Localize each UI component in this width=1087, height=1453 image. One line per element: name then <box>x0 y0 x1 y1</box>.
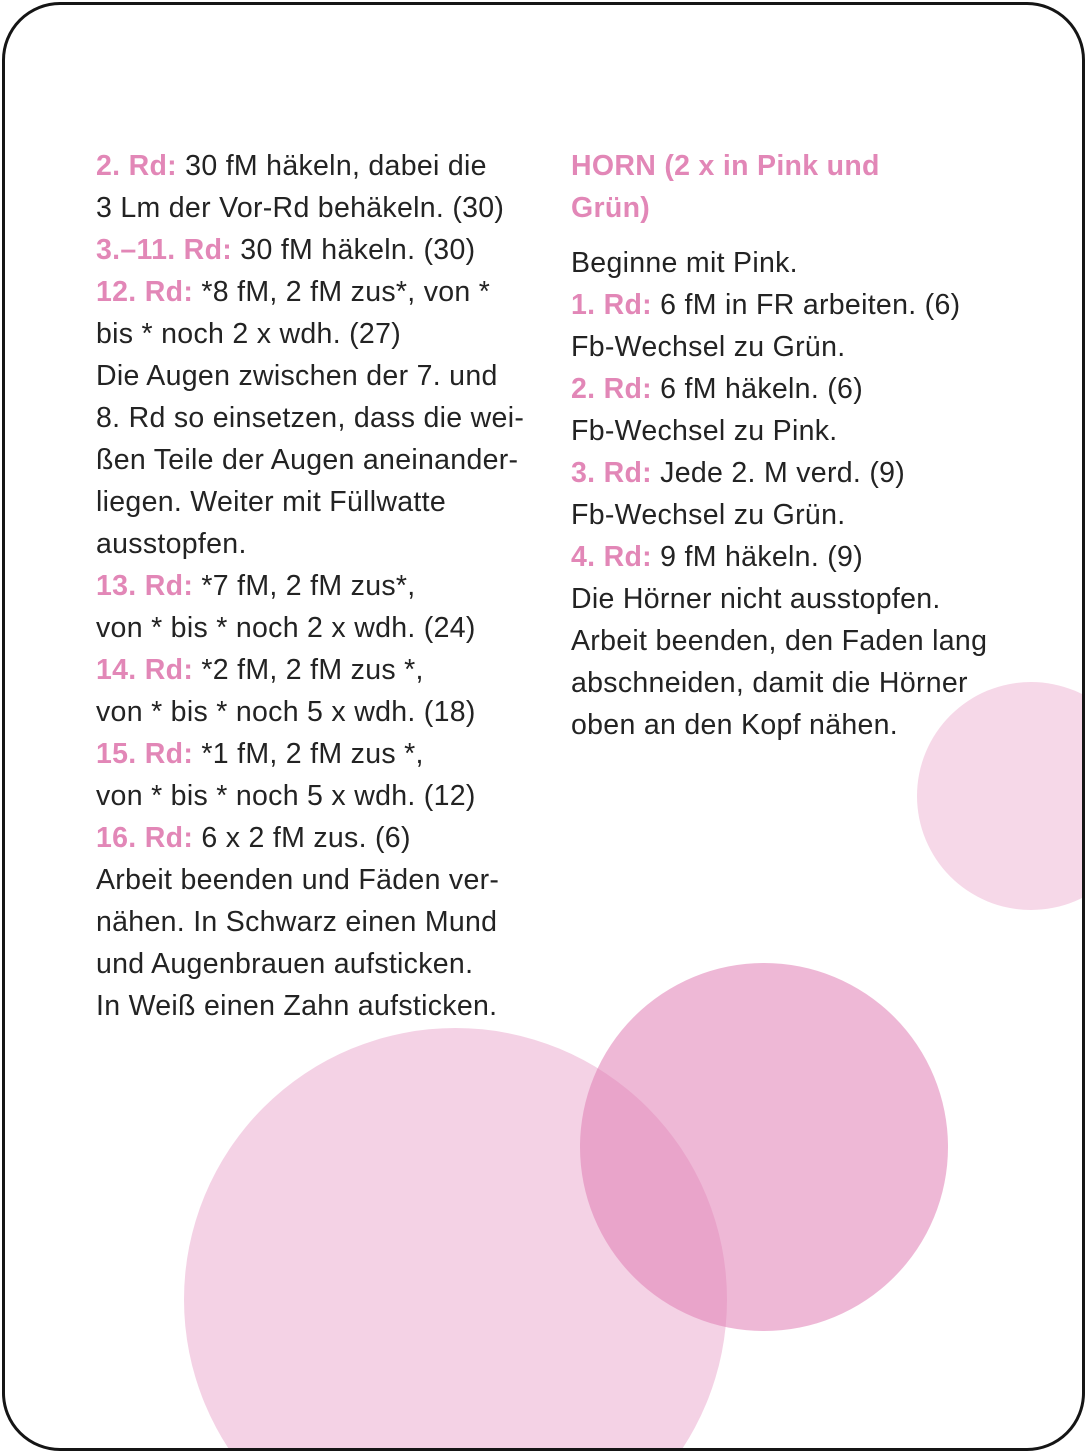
line-text: liegen. Weiter mit Füllwatte <box>96 486 446 518</box>
line-text: In Weiß einen Zahn aufsticken. <box>96 990 498 1022</box>
pattern-line <box>96 775 546 817</box>
decor-circle-light <box>184 1028 727 1451</box>
left-column <box>96 145 546 1027</box>
pattern-line <box>571 578 1031 620</box>
round-label: 13. Rd: <box>96 570 194 602</box>
section-heading-line: Grün) <box>571 192 651 224</box>
pattern-line <box>96 523 546 565</box>
pattern-line <box>571 452 1031 494</box>
round-label: 16. Rd: <box>96 822 194 854</box>
line-text: Fb-Wechsel zu Grün. <box>571 499 846 531</box>
line-text: Arbeit beenden, den Faden lang <box>571 625 988 657</box>
round-label: 14. Rd: <box>96 654 194 686</box>
line-text: von * bis * noch 5 x wdh. (18) <box>96 696 476 728</box>
line-text: *8 fM, 2 fM zus*, von * <box>193 276 491 308</box>
line-text: 6 x 2 fM zus. (6) <box>193 822 411 854</box>
pattern-line <box>96 187 546 229</box>
round-label: 3.–11. Rd: <box>96 234 233 266</box>
pattern-line <box>96 565 546 607</box>
decor-circle-dark <box>580 963 948 1331</box>
pattern-line <box>96 733 546 775</box>
line-text: Arbeit beenden und Fäden ver- <box>96 864 500 896</box>
line-text: Beginne mit Pink. <box>571 247 798 279</box>
pattern-line <box>96 229 546 271</box>
round-label: 15. Rd: <box>96 738 194 770</box>
line-text: ausstopfen. <box>96 528 247 560</box>
section-heading <box>571 145 1031 229</box>
pattern-line <box>96 649 546 691</box>
line-text: *1 fM, 2 fM zus *, <box>193 738 424 770</box>
pattern-line <box>571 662 1031 704</box>
pattern-line <box>96 439 546 481</box>
line-text: 30 fM häkeln. (30) <box>232 234 476 266</box>
line-text: 8. Rd so einsetzen, dass die wei- <box>96 402 525 434</box>
pattern-line <box>571 536 1031 578</box>
line-text: 3 Lm der Vor-Rd behäkeln. (30) <box>96 192 505 224</box>
pattern-line <box>571 284 1031 326</box>
pattern-line <box>96 481 546 523</box>
line-text: abschneiden, damit die Hörner <box>571 667 968 699</box>
line-text: von * bis * noch 2 x wdh. (24) <box>96 612 476 644</box>
right-column-text <box>571 242 1031 746</box>
line-text: Fb-Wechsel zu Grün. <box>571 331 846 363</box>
line-text: 6 fM häkeln. (6) <box>651 373 863 405</box>
line-text: 6 fM in FR arbeiten. (6) <box>651 289 961 321</box>
pattern-line <box>571 368 1031 410</box>
pattern-line <box>571 326 1031 368</box>
pattern-line <box>96 355 546 397</box>
pattern-line <box>96 985 546 1027</box>
pattern-line <box>96 901 546 943</box>
section-heading-line: HORN (2 x in Pink und <box>571 150 880 182</box>
line-text: und Augenbrauen aufsticken. <box>96 948 474 980</box>
line-text: Die Hörner nicht ausstopfen. <box>571 583 941 615</box>
pattern-line <box>571 494 1031 536</box>
round-label: 2. Rd: <box>571 373 652 405</box>
round-label: 1. Rd: <box>571 289 652 321</box>
round-label: 2. Rd: <box>96 150 177 182</box>
line-text: Die Augen zwischen der 7. und <box>96 360 498 392</box>
round-label: 3. Rd: <box>571 457 652 489</box>
pattern-line <box>571 620 1031 662</box>
right-column <box>571 145 1031 746</box>
line-text: 30 fM häkeln, dabei die <box>176 150 487 182</box>
line-text: Fb-Wechsel zu Pink. <box>571 415 838 447</box>
pattern-line <box>96 691 546 733</box>
page-card <box>2 2 1085 1451</box>
pattern-line <box>96 145 546 187</box>
round-label: 12. Rd: <box>96 276 194 308</box>
pattern-line <box>96 607 546 649</box>
pattern-line <box>571 242 1031 284</box>
pattern-line <box>96 397 546 439</box>
line-text: oben an den Kopf nähen. <box>571 709 899 741</box>
line-text: ßen Teile der Augen aneinander- <box>96 444 519 476</box>
pattern-line <box>96 271 546 313</box>
line-text: bis * noch 2 x wdh. (27) <box>96 318 402 350</box>
pattern-line <box>96 859 546 901</box>
pattern-line <box>96 943 546 985</box>
line-text: von * bis * noch 5 x wdh. (12) <box>96 780 476 812</box>
line-text: nähen. In Schwarz einen Mund <box>96 906 498 938</box>
line-text: *7 fM, 2 fM zus*, <box>193 570 416 602</box>
line-text: 9 fM häkeln. (9) <box>651 541 863 573</box>
pattern-line <box>96 817 546 859</box>
pattern-line <box>571 410 1031 452</box>
line-text: *2 fM, 2 fM zus *, <box>193 654 424 686</box>
line-text: Jede 2. M verd. (9) <box>651 457 906 489</box>
round-label: 4. Rd: <box>571 541 652 573</box>
pattern-line <box>96 313 546 355</box>
pattern-line <box>571 704 1031 746</box>
heading-gap <box>571 229 1031 242</box>
